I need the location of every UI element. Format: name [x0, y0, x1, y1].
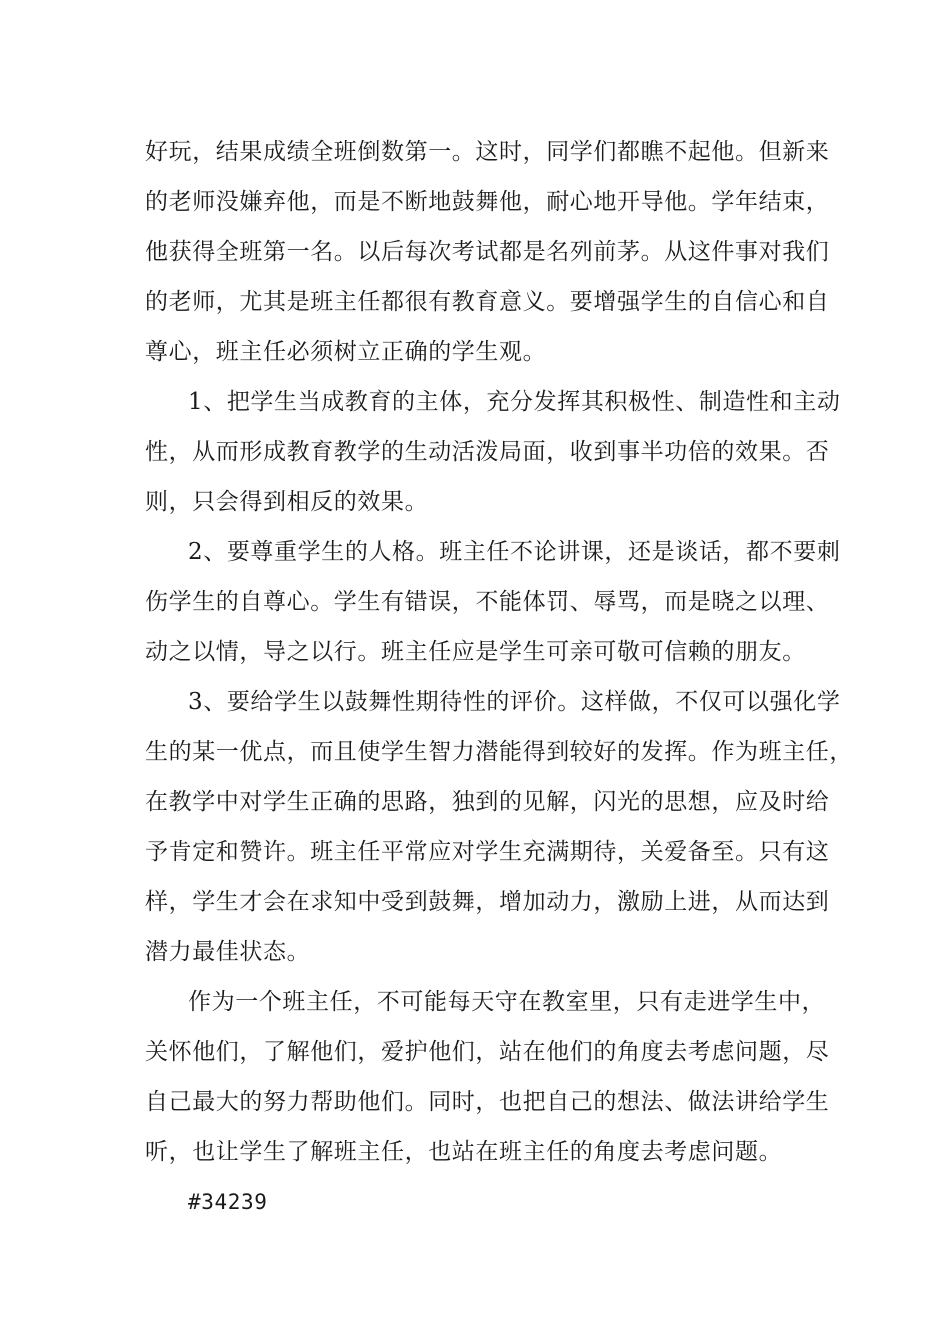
text-line: 作为一个班主任，不可能每天守在教室里，只有走进学生中，	[188, 989, 826, 1015]
text-line: 听，也让学生了解班主任，也站在班主任的角度去考虑问题。	[145, 1139, 783, 1165]
text-line: 动之以情，导之以行。班主任应是学生可亲可敬可信赖的朋友。	[145, 639, 806, 665]
text-line: 2、要尊重学生的人格。班主任不论讲课，还是谈话，都不要刺	[188, 539, 841, 565]
text-line: 伤学生的自尊心。学生有错误，不能体罚、辱骂，而是晓之以理、	[145, 589, 830, 615]
text-line: 好玩，结果成绩全班倒数第一。这时，同学们都瞧不起他。但新来	[145, 139, 830, 165]
text-line: 予肯定和赞许。班主任平常应对学生充满期待，关爱备至。只有这	[145, 839, 830, 865]
text-line: 生的某一优点，而且使学生智力潜能得到较好的发挥。作为班主任，	[145, 739, 853, 765]
text-line: 潜力最佳状态。	[145, 939, 311, 965]
text-line: 关怀他们，了解他们，爱护他们，站在他们的角度去考虑问题，尽	[145, 1039, 830, 1065]
text-line: 样，学生才会在求知中受到鼓舞，增加动力，激励上进，从而达到	[145, 889, 830, 915]
text-line: 尊心，班主任必须树立正确的学生观。	[145, 339, 547, 365]
text-line: 3、要给学生以鼓舞性期待性的评价。这样做，不仅可以强化学	[188, 689, 841, 715]
text-line: 的老师没嫌弃他，而是不断地鼓舞他，耐心地开导他。学年结束，	[145, 189, 830, 215]
text-line: 性，从而形成教育教学的生动活泼局面，收到事半功倍的效果。否	[145, 439, 830, 465]
text-line: 他获得全班第一名。以后每次考试都是名列前茅。从这件事对我们	[145, 239, 830, 265]
text-line: 1、把学生当成教育的主体，充分发挥其积极性、制造性和主动	[188, 389, 841, 415]
document-id: #34239	[188, 1190, 268, 1214]
text-line: 在教学中对学生正确的思路，独到的见解，闪光的思想，应及时给	[145, 789, 830, 815]
text-line: 则，只会得到相反的效果。	[145, 489, 429, 515]
text-line: 自己最大的努力帮助他们。同时，也把自己的想法、做法讲给学生	[145, 1089, 830, 1115]
text-line: 的老师，尤其是班主任都很有教育意义。要增强学生的自信心和自	[145, 289, 830, 315]
